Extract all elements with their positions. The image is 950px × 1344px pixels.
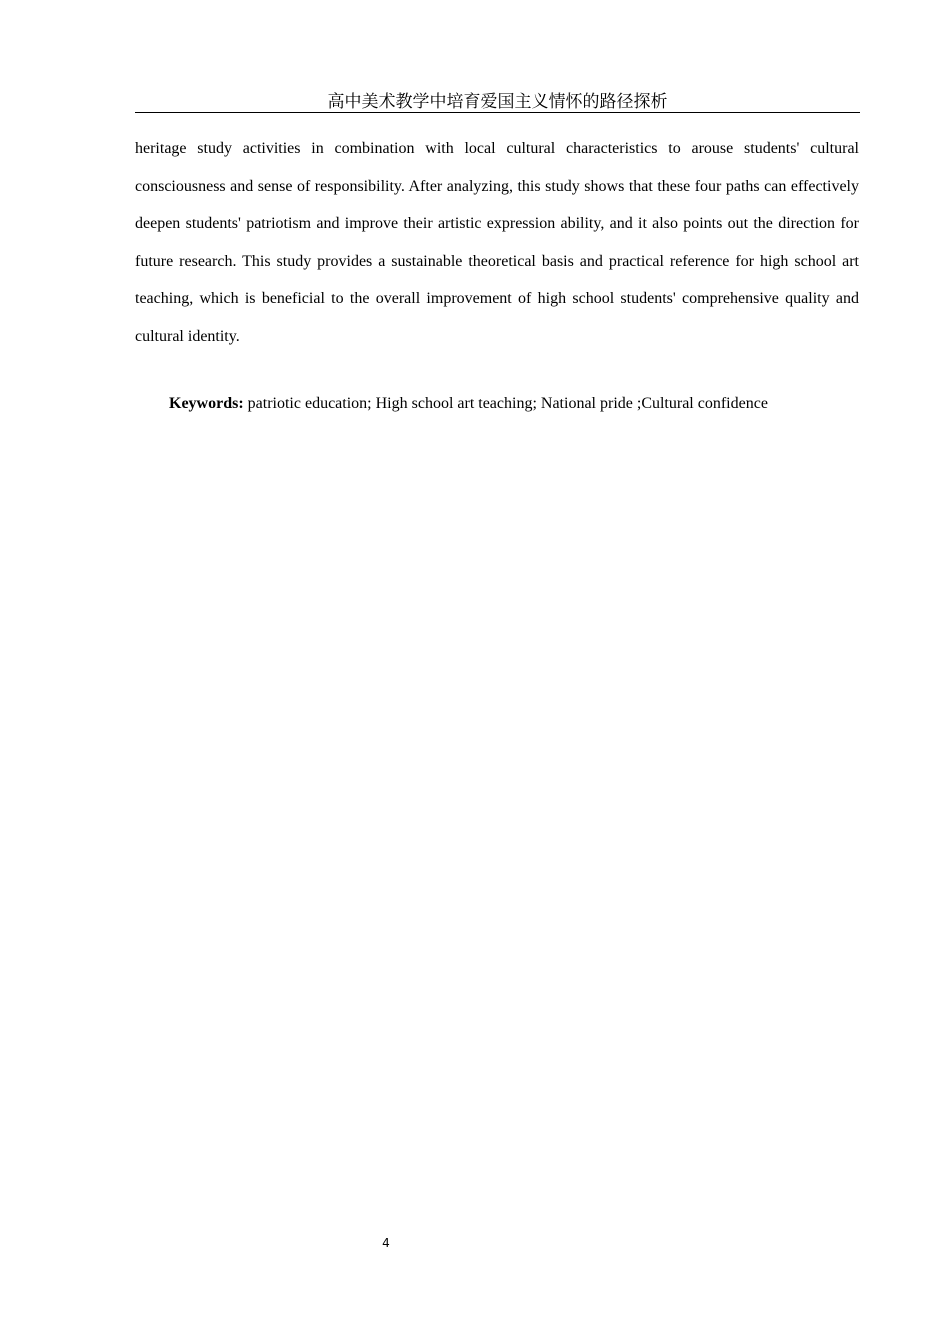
keywords-line: [169, 388, 859, 420]
page-number: 4: [382, 1236, 390, 1250]
abstract-paragraph: heritage study activities in combination with local cultural characteristics to arouse students' cultural consciousness and sense of responsibility. After analyzing, this study shows that these four paths can effectively deepen students' patriotism and improve their artistic expression ability, and it also points out the direction for future research. This study provides a sustainable theoretical basis and practical reference for high school art teaching, which is beneficial to the overall improvement of high school students' comprehensive quality and cultural identity.: [135, 140, 859, 345]
running-header-title: 高中美术教学中培育爱国主义情怀的路径探析: [135, 90, 860, 113]
keywords-value: patriotic education; High school art teaching; National pride ;Cultural confidence: [247, 395, 768, 412]
keywords-label: Keywords:: [169, 395, 244, 412]
